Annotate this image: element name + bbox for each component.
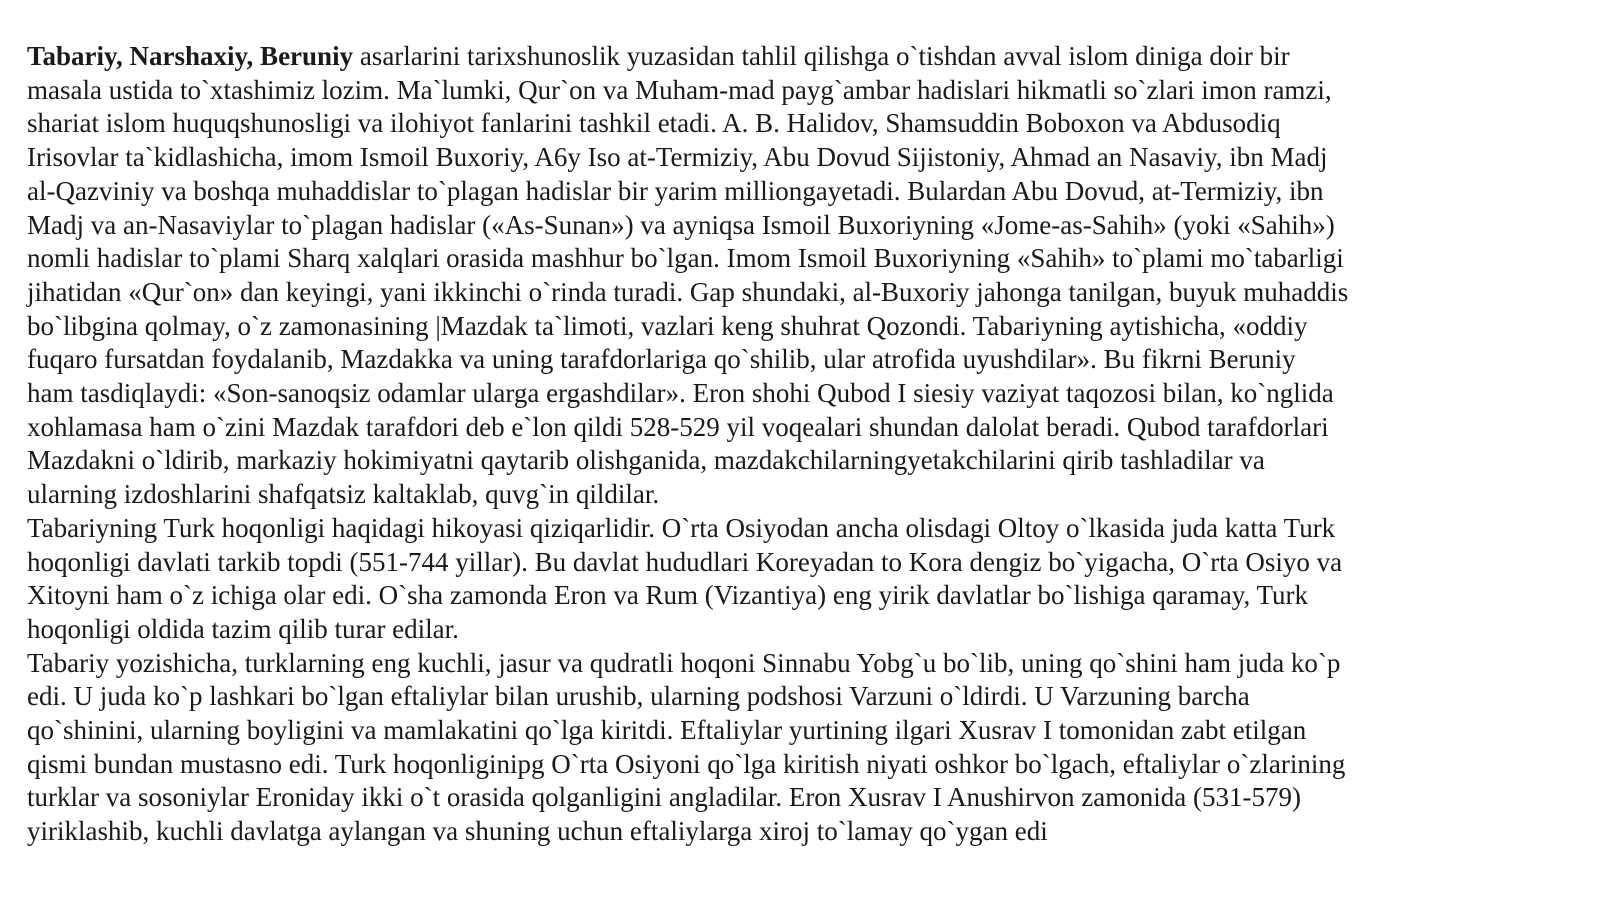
text-line: qismi bundan mustasno edi. Turk hoqonliginipg O`rta Osiyoni qo`lga kiritish niyati oshkor bo`lgach, eftaliylar o`zlarining <box>27 748 1346 779</box>
line-text: asarlarini tarixshunoslik yuzasidan tahlil qilishga o`tishdan avval islom diniga doir bir <box>353 41 1290 71</box>
text-line: masala ustida to`xtashimiz lozim. Ma`lumki, Qur`on va Muham-mad payg`ambar hadislari hikmatli so`zlari imon ramzi, <box>27 74 1332 105</box>
text-line: ularning izdoshlarini shafqatsiz kaltaklab, quvg`in qildilar. <box>27 479 660 510</box>
text-line: turklar va sosoniylar Eroniday ikki o`t orasida qolganligini angladilar. Eron Xusrav I Anushirvon zamonida (531-579) <box>27 782 1301 813</box>
paragraph-3 <box>27 647 1587 849</box>
text-line: hoqonligi oldida tazim qilib turar edilar. <box>27 613 459 644</box>
text-line: jihatidan «Qur`on» dan keyingi, yani ikkinchi o`rinda turadi. Gap shundaki, al-Buxoriy jahonga tanilgan, buyuk muhaddis <box>27 276 1349 307</box>
text-line: Madj va an-Nasaviylar to`plagan hadislar («As-Sunan») va ayniqsa Ismoil Buxoriyning «Jome-as-Sahih» (yoki «Sahih») <box>27 209 1335 240</box>
text-line: fuqaro fursatdan foydalanib, Mazdakka va uning tarafdorlariga qo`shilib, ular atrofida uyushdilar». Bu fikrni Beruniy <box>27 344 1296 375</box>
bold-lead-text: Tabariy, Narshaxiy, Beruniy <box>27 41 354 71</box>
paragraph-1 <box>27 40 1587 512</box>
text-line: al-Qazviniy va boshqa muhaddislar to`plagan hadislar bir yarim milliongayetadi. Bulardan Abu Dovud, at-Termiziy, ibn <box>27 175 1324 206</box>
text-line: Tabariy yozishicha, turklarning eng kuchli, jasur va qudratli hoqoni Sinnabu Yobg`u bo`lib, uning qo`shini ham juda ko`p <box>27 647 1341 678</box>
text-line: yiriklashib, kuchli davlatga aylangan va shuning uchun eftaliylarga xiroj to`lamay qo`ygan edi <box>27 816 1048 847</box>
text-line: Xitoyni ham o`z ichiga olar edi. O`sha zamonda Eron va Rum (Vizantiya) eng yirik davlatlar bo`lishiga qaramay, Turk <box>27 580 1309 611</box>
text-line: qo`shinini, ularning boyligini va mamlakatini qo`lga kiritdi. Eftaliylar yurtining ilgari Xusrav I tomonidan zabt etilgan <box>27 715 1307 746</box>
text-line: hoqonligi davlati tarkib topdi (551-744 yillar). Bu davlat hududlari Koreyadan to Kora dengiz bo`yigacha, O`rta Osiyo va <box>27 546 1343 577</box>
text-line: xohlamasa ham o`zini Mazdak tarafdori deb e`lon qildi 528-529 yil voqealari shundan dalolat beradi. Qubod tarafdorlari <box>27 411 1329 442</box>
text-line: nomli hadislar to`plami Sharq xalqlari orasida mashhur bo`lgan. Imom Ismoil Buxoriyning «Sahih» to`plami mo`tabarligi <box>27 243 1344 274</box>
text-line: bo`libgina qolmay, o`z zamonasining |Mazdak ta`limoti, vazlari keng shuhrat Qozondi. Tabariyning aytishicha, «oddiy <box>27 310 1308 341</box>
text-line: Tabariyning Turk hoqonligi haqidagi hikoyasi qiziqarlidir. O`rta Osiyodan ancha olisdagi Oltoy o`lkasida juda katta Turk <box>27 512 1336 543</box>
text-line: Mazdakni o`ldirib, markaziy hokimiyatni qaytarib olishganida, mazdakchilarningyetakchilarini qirib tashladilar va <box>27 445 1265 476</box>
text-line: Irisovlar ta`kidlashicha, imom Ismoil Buxoriy, A6y Iso at-Termiziy, Abu Dovud Sijistoniy, Ahmad an Nasaviy, ibn Madj <box>27 142 1328 173</box>
text-line: shariat islom huquqshunosligi va ilohiyot fanlarini tashkil etadi. A. B. Halidov, Shamsuddin Boboxon va Abdusodiq <box>27 108 1281 139</box>
text-line: ham tasdiqlaydi: «Son-sanoqsiz odamlar ularga ergashdilar». Eron shohi Qubod I siesiy vaziyat taqozosi bilan, ko`nglida <box>27 378 1334 409</box>
document-body <box>27 40 1587 849</box>
paragraph-2 <box>27 512 1587 647</box>
text-line: edi. U juda ko`p lashkari bo`lgan eftaliylar bilan urushib, ularning podshosi Varzuni o`ldirdi. U Varzuning barcha <box>27 681 1250 712</box>
text-line <box>27 40 1587 74</box>
